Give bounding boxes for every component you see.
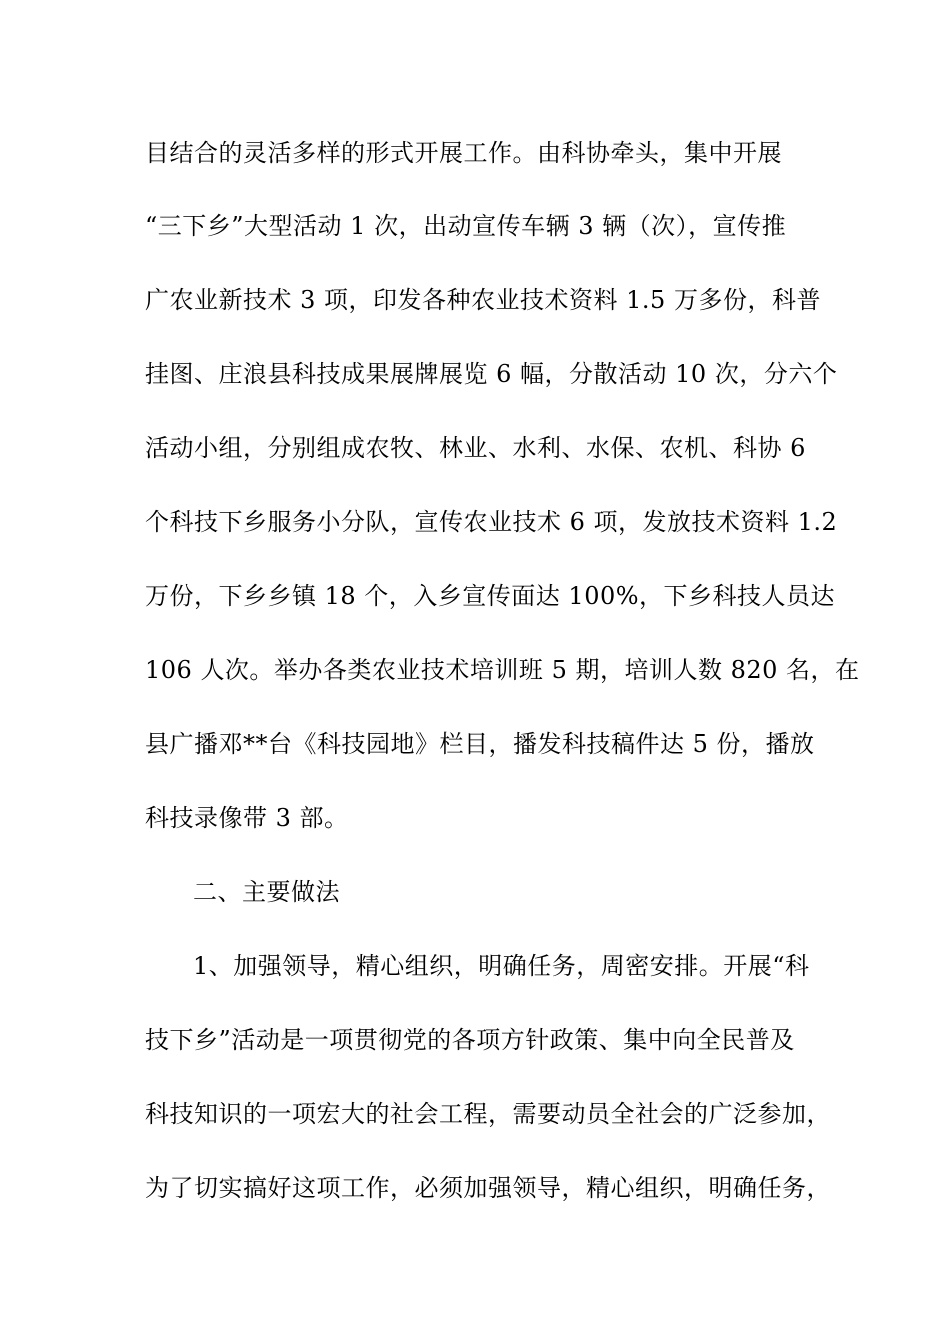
paragraph-line: 106 人次。举办各类农业技术培训班 5 期，培训人数 820 名，在 — [145, 656, 860, 684]
paragraph-line: 科技录像带 3 部。 — [145, 804, 349, 832]
paragraph-line: 挂图、庄浪县科技成果展牌展览 6 幅，分散活动 10 次，分六个 — [145, 360, 838, 388]
paragraph-line: 目结合的灵活多样的形式开展工作。由科协牵头，集中开展 — [145, 139, 782, 167]
paragraph-line: 为了切实搞好这项工作，必须加强领导，精心组织，明确任务， — [145, 1174, 831, 1202]
paragraph-line: 活动小组，分别组成农牧、林业、水利、水保、农机、科协 6 — [145, 434, 806, 462]
paragraph-line: 1、加强领导，精心组织，明确任务，周密安排。开展“科 — [193, 952, 810, 980]
paragraph-line: 科技知识的一项宏大的社会工程，需要动员全社会的广泛参加， — [145, 1100, 831, 1128]
paragraph-line: 广农业新技术 3 项，印发各种农业技术资料 1.5 万多份，科普 — [145, 286, 821, 314]
paragraph-line: 个科技下乡服务小分队，宣传农业技术 6 项，发放技术资料 1.2 — [145, 508, 838, 536]
paragraph-line: 技下乡”活动是一项贯彻党的各项方针政策、集中向全民普及 — [145, 1026, 795, 1054]
section-heading: 二、主要做法 — [193, 878, 340, 906]
paragraph-line: 县广播邓**台《科技园地》栏目，播发科技稿件达 5 份，播放 — [145, 730, 815, 758]
paragraph-line: 万份，下乡乡镇 18 个，入乡宣传面达 100%，下乡科技人员达 — [145, 582, 836, 610]
paragraph-line: “三下乡”大型活动 1 次，出动宣传车辆 3 辆（次），宣传推 — [145, 212, 787, 240]
